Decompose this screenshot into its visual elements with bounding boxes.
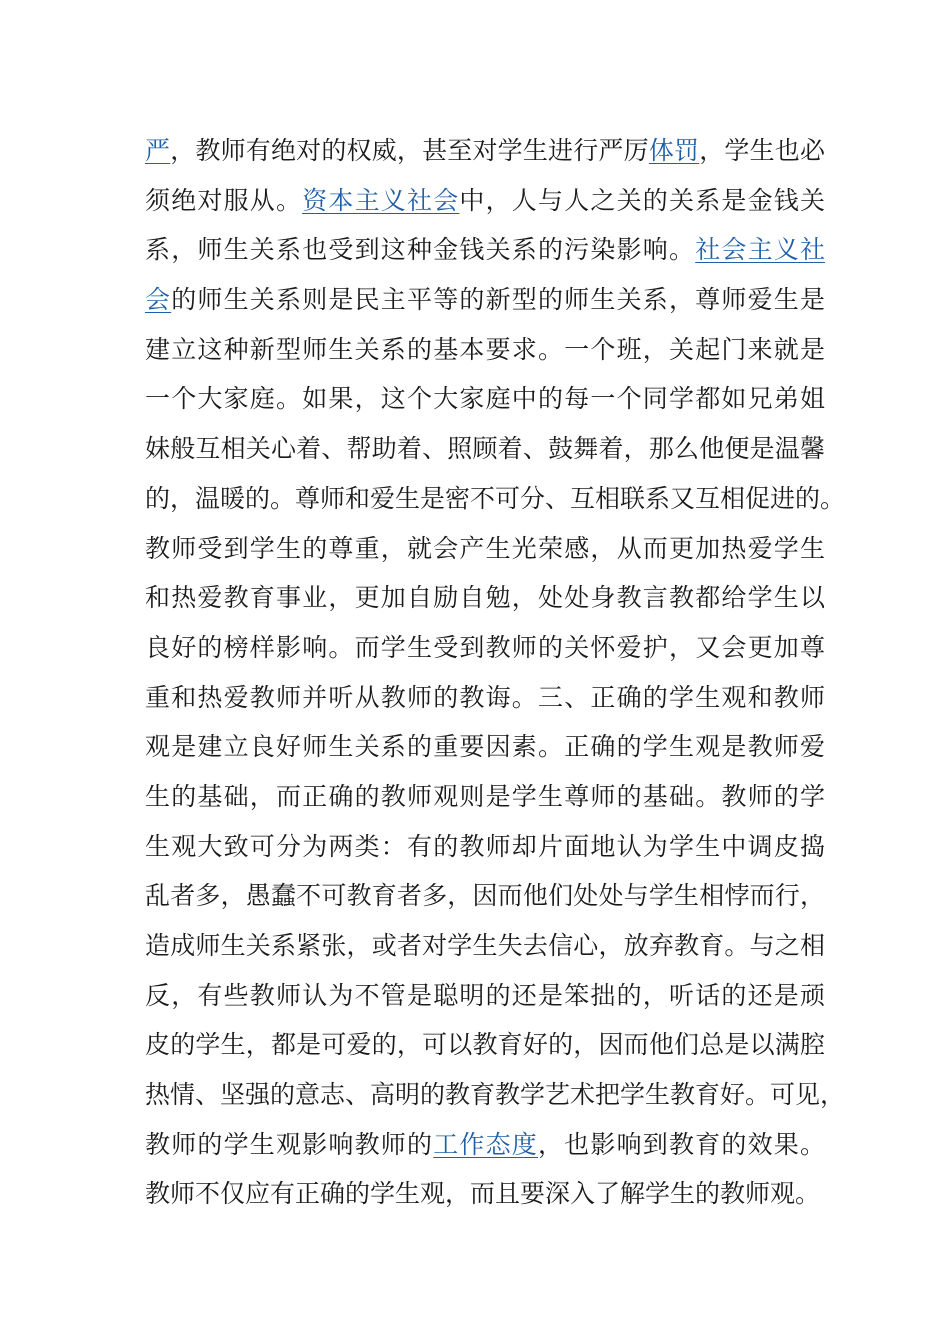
text-segment: 教师的学生观影响教师的 <box>145 1129 434 1159</box>
text-line <box>145 225 825 275</box>
text-segment: 妹般互相关心着、帮助着、照顾着、鼓舞着，那么他便是温馨 <box>145 434 825 464</box>
text-segment: 的师生关系则是民主平等的新型的师生关系，尊师爱生是 <box>171 285 825 315</box>
text-segment: 教师不仅应有正确的学生观，而且要深入了解学生的教师观。 <box>145 1179 821 1209</box>
text-segment: 的，温暖的。尊师和爱生是密不可分、互相联系又互相促进的。 <box>145 483 846 513</box>
text-segment: 观是建立良好师生关系的重要因素。正确的学生观是教师爱 <box>145 732 825 762</box>
hyperlink[interactable]: 资本主义社会 <box>302 185 460 215</box>
text-line <box>145 424 825 474</box>
text-segment: ，教师有绝对的权威，甚至对学生进行严厉 <box>170 136 649 165</box>
text-line <box>145 623 825 673</box>
text-segment: 重和热爱教师并听从教师的教诲。三、正确的学生观和教师 <box>145 682 825 712</box>
text-segment: 教师受到学生的尊重，就会产生光荣感，从而更加热爱学生 <box>145 533 825 563</box>
text-line <box>145 275 825 325</box>
text-segment: 一个大家庭。如果，这个大家庭中的每一个同学都如兄弟姐 <box>145 384 825 414</box>
text-line <box>145 573 825 623</box>
text-line <box>145 772 825 822</box>
text-line <box>145 971 825 1021</box>
text-line <box>145 1020 825 1070</box>
text-line <box>145 374 825 424</box>
text-line <box>145 871 825 921</box>
hyperlink[interactable]: 体罚 <box>648 136 700 165</box>
text-line <box>145 673 825 723</box>
text-segment: 中，人与人之关的关系是金钱关 <box>459 185 825 215</box>
text-line <box>145 1169 825 1219</box>
text-line <box>145 474 846 524</box>
text-segment: 须绝对服从。 <box>145 185 303 215</box>
text-line <box>145 1070 846 1120</box>
text-segment: ，也影响到教育的效果。 <box>537 1129 825 1159</box>
text-line <box>145 822 825 872</box>
text-segment: 造成师生关系紧张，或者对学生失去信心，放弃教育。与之相 <box>145 931 825 960</box>
text-line <box>145 921 825 971</box>
text-line <box>145 325 825 375</box>
hyperlink[interactable]: 工作态度 <box>433 1129 538 1159</box>
text-line <box>145 126 825 176</box>
hyperlink[interactable]: 严 <box>145 136 171 165</box>
text-segment: 热情、坚强的意志、高明的教育教学艺术把学生教育好。可见， <box>145 1080 846 1110</box>
text-segment: 和热爱教育事业，更加自励自勉，处处身教言教都给学生以 <box>145 583 825 613</box>
text-segment: 良好的榜样影响。而学生受到教师的关怀爱护，又会更加尊 <box>145 632 825 662</box>
text-segment: 生的基础，而正确的教师观则是学生尊师的基础。教师的学 <box>145 781 825 811</box>
text-segment: 系，师生关系也受到这种金钱关系的污染影响。 <box>145 235 696 265</box>
text-segment: ，学生也必 <box>699 136 825 165</box>
text-segment: 生观大致可分为两类：有的教师却片面地认为学生中调皮捣 <box>145 831 825 861</box>
text-segment: 反，有些教师认为不管是聪明的还是笨拙的，听话的还是顽 <box>145 980 825 1010</box>
hyperlink[interactable]: 社会主义社 <box>695 235 825 265</box>
body-text <box>145 126 846 1219</box>
text-segment: 建立这种新型师生关系的基本要求。一个班，关起门来就是 <box>145 334 825 364</box>
text-segment: 乱者多，愚蠢不可教育者多，因而他们处处与学生相悖而行， <box>145 881 825 911</box>
text-line <box>145 722 825 772</box>
text-line <box>145 524 825 574</box>
text-line <box>145 1120 825 1170</box>
hyperlink[interactable]: 会 <box>145 285 172 315</box>
text-line <box>145 176 825 226</box>
text-segment: 皮的学生，都是可爱的，可以教育好的，因而他们总是以满腔 <box>145 1030 825 1060</box>
